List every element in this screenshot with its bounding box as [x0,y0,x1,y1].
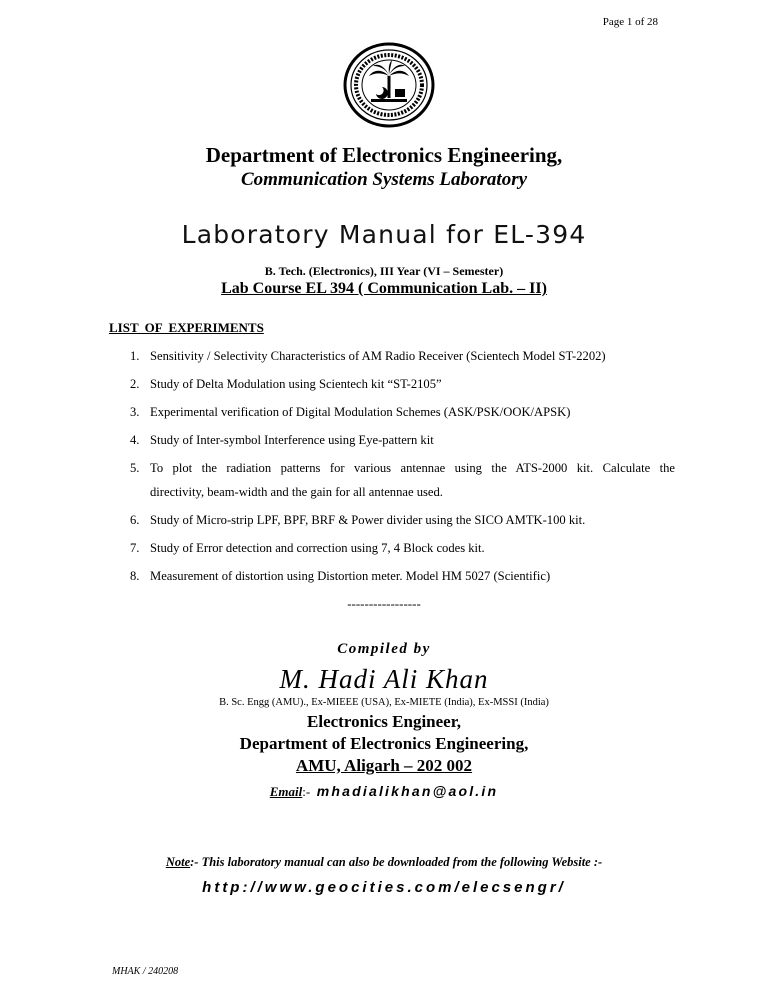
email-separator: :- [302,784,311,799]
email-line [0,783,768,800]
item-text: Experimental verification of Digital Modulation Schemes (ASK/PSK/OOK/APSK) [150,405,571,419]
laboratory-title: Communication Systems Laboratory [240,169,528,190]
page-number: Page 1 of 28 [602,16,658,28]
author-department: Department of Electronics Engineering, [239,734,529,753]
item-number: 8. [130,569,140,583]
department-title: Department of Electronics Engineering, [205,143,563,167]
item-text: Study of Error detection and correction using 7, 4 Block codes kit. [150,541,485,555]
item-text: Measurement of distortion using Distortion meter. Model HM 5027 (Scientific) [150,569,551,583]
author-designation: Electronics Engineer, [307,712,461,731]
website-link[interactable]: http://www.geocities.com/elecsengr/ [202,879,566,896]
author-qualifications: B. Sc. Engg (AMU)., Ex-MIEEE (USA), Ex-MIETE (India), Ex-MSSI (India) [219,697,549,708]
list-item [130,508,675,532]
manual-title: Laboratory Manual for EL-394 [181,220,587,249]
item-text: Sensitivity / Selectivity Characteristics of AM Radio Receiver (Scientech Model ST-2202) [150,349,606,363]
list-item [130,400,675,424]
item-number: 5. [130,461,140,475]
list-item [130,456,675,480]
footer-code: MHAK / 240208 [112,966,179,977]
compiled-by: Compiled by [337,641,431,657]
email-address[interactable]: mhadialikhan@aol.in [316,783,499,799]
program-line: B. Tech. (Electronics), III Year (VI – Semester) [264,264,504,278]
list-item [130,428,675,452]
item-number: 7. [130,541,140,555]
list-item [130,344,675,368]
item-number: 4. [130,433,140,447]
list-item [130,536,675,560]
separator: ----------------- [347,596,421,611]
list-item [130,564,675,588]
item-text: Study of Delta Modulation using Scientech kit “ST-2105” [150,377,442,391]
list-heading: LIST OF EXPERIMENTS [109,320,264,335]
item-number: 2. [130,377,140,391]
course-title: Lab Course EL 394 ( Communication Lab. – II) [221,280,547,297]
item-number: 6. [130,513,140,527]
university-seal-logo [343,42,435,128]
item-text: To plot the radiation patterns for various antennae using the ATS-2000 kit. Calculate the [150,461,675,475]
item-text: Study of Micro-strip LPF, BPF, BRF & Power divider using the SICO AMTK-100 kit. [150,513,586,527]
email-label: Email [269,784,303,799]
note-line [0,855,768,870]
item-number: 3. [130,405,140,419]
item-text: Study of Inter-symbol Interference using Eye-pattern kit [150,433,434,447]
note-text: :- This laboratory manual can also be downloaded from the following Website :- [190,855,603,869]
author-name: M. Hadi Ali Khan [279,664,489,694]
item-number: 1. [130,349,140,363]
list-item-continuation: directivity, beam-width and the gain for all antennae used. [150,485,443,499]
list-item [130,372,675,396]
author-address: AMU, Aligarh – 202 002 [295,756,473,775]
note-label: Note [165,855,191,869]
